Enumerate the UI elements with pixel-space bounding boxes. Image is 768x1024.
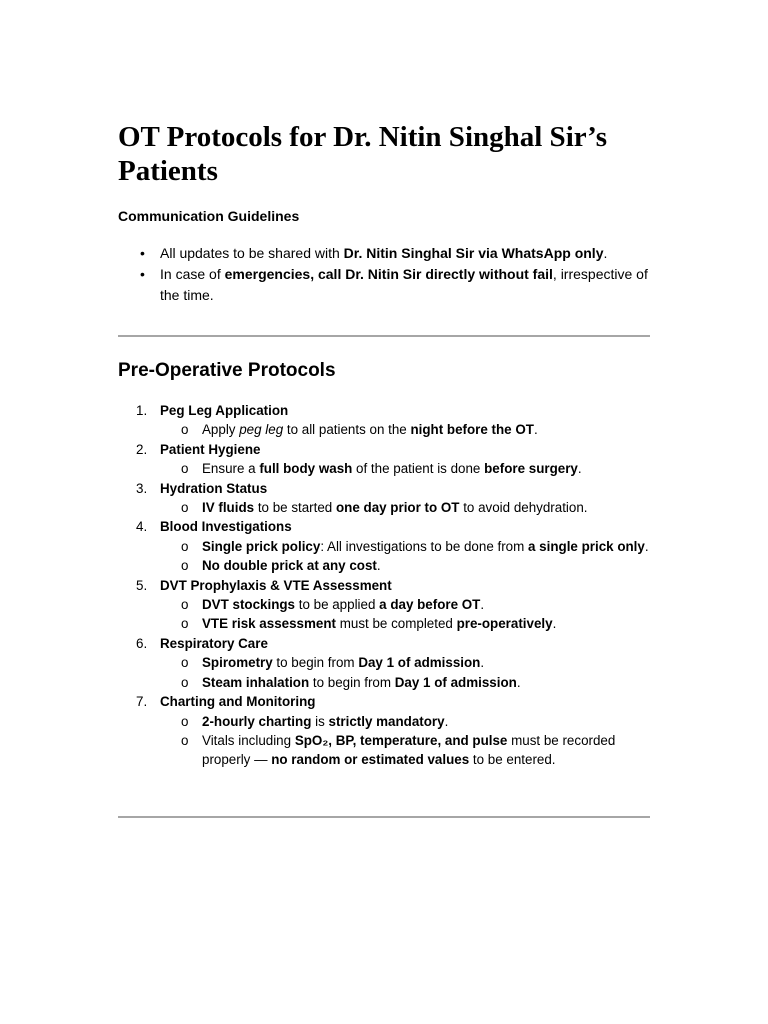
- circle-bullet-icon: o: [181, 713, 189, 729]
- protocol-title: DVT Prophylaxis & VTE Assessment: [160, 577, 392, 593]
- emphasis-text: emergencies, call Dr. Nitin Sir directly without fail: [224, 266, 553, 282]
- body-text: .: [644, 538, 649, 554]
- body-text: to all patients on the: [283, 422, 411, 438]
- emphasis-text: Spirometry: [202, 655, 273, 671]
- protocol-sublist: [160, 459, 650, 478]
- protocol-number: 3.: [136, 480, 148, 496]
- protocol-subitem: [160, 673, 650, 692]
- body-text: .: [516, 674, 521, 690]
- protocol-number: 1.: [136, 403, 148, 418]
- protocol-subitem: [160, 712, 650, 731]
- communication-item: [118, 243, 650, 264]
- protocol-number: 7.: [136, 694, 148, 710]
- body-text: to avoid dehydration.: [459, 500, 588, 516]
- body-text: to begin from: [272, 655, 359, 671]
- body-text: .: [480, 655, 485, 671]
- emphasis-text: full body wash: [259, 461, 353, 477]
- protocol-item: [118, 576, 650, 634]
- divider: [118, 816, 650, 818]
- emphasis-text: no random or estimated values: [271, 752, 470, 768]
- body-text: of the patient is done: [352, 461, 485, 477]
- communication-item: [118, 264, 650, 306]
- circle-bullet-icon: o: [181, 422, 189, 438]
- body-text: .: [577, 461, 582, 477]
- body-text: .: [603, 245, 608, 261]
- protocol-number: 2.: [136, 441, 148, 457]
- protocol-subitem: [160, 731, 650, 770]
- emphasis-text: Day 1 of admission: [394, 674, 517, 690]
- protocol-title: Peg Leg Application: [160, 403, 289, 418]
- protocol-item: [118, 401, 650, 440]
- protocol-subitem: [160, 459, 650, 478]
- emphasis-text: one day prior to OT: [335, 500, 460, 516]
- emphasis-text: DVT stockings: [202, 597, 296, 613]
- protocol-sublist: [160, 420, 650, 439]
- protocol-sublist: [160, 498, 650, 517]
- protocol-number: 4.: [136, 519, 148, 535]
- circle-bullet-icon: o: [181, 538, 189, 554]
- body-text: Apply: [202, 422, 240, 438]
- emphasis-text: a day before OT: [379, 597, 481, 613]
- body-text: is: [311, 713, 329, 729]
- circle-bullet-icon: o: [181, 674, 189, 690]
- protocol-title: Charting and Monitoring: [160, 694, 316, 710]
- protocol-subitem: [160, 595, 650, 614]
- protocol-subitem: [160, 614, 650, 633]
- protocol-sublist: [160, 653, 650, 692]
- protocol-number: 5.: [136, 577, 148, 593]
- preop-heading: Pre-Operative Protocols: [118, 360, 336, 381]
- document-title: OT Protocols for Dr. Nitin Singhal Sir’s Patients: [118, 121, 608, 187]
- protocol-item: [118, 634, 650, 692]
- protocol-item: [118, 692, 650, 770]
- circle-bullet-icon: o: [181, 558, 189, 574]
- emphasis-text: a single prick only: [528, 538, 645, 554]
- emphasis-text: before surgery: [484, 461, 578, 477]
- body-text: .: [552, 616, 557, 632]
- divider: [118, 335, 650, 337]
- emphasis-text: Single prick policy: [202, 538, 321, 554]
- emphasis-text: 2-hourly charting: [202, 713, 312, 729]
- emphasis-text: night before the OT: [410, 422, 534, 438]
- protocol-item: [118, 440, 650, 479]
- protocol-subitem: [160, 556, 650, 575]
- protocol-sublist: [160, 537, 650, 576]
- emphasis-text: Day 1 of admission: [358, 655, 481, 671]
- bullet-icon: •: [140, 266, 145, 282]
- circle-bullet-icon: o: [181, 461, 189, 477]
- body-text: Ensure a: [202, 461, 260, 477]
- bullet-icon: •: [140, 245, 145, 261]
- body-text: In case of: [160, 266, 225, 282]
- preop-protocol-list: [118, 401, 650, 770]
- circle-bullet-icon: o: [181, 616, 189, 632]
- body-text: : All investigations to be done from: [320, 538, 529, 554]
- protocol-subitem: [160, 420, 650, 439]
- protocol-title: Blood Investigations: [160, 519, 292, 535]
- body-text: Vitals including: [202, 732, 295, 748]
- body-text: must be recorded properly —: [202, 732, 616, 768]
- circle-bullet-icon: o: [181, 655, 189, 671]
- emphasis-text: pre-operatively: [456, 616, 553, 632]
- protocol-title: Hydration Status: [160, 480, 268, 496]
- circle-bullet-icon: o: [181, 732, 189, 748]
- protocol-number: 6.: [136, 635, 148, 651]
- body-text: to be started: [254, 500, 336, 516]
- body-text: .: [376, 558, 381, 574]
- protocol-subitem: [160, 498, 650, 517]
- circle-bullet-icon: o: [181, 500, 189, 516]
- body-text: .: [444, 713, 449, 729]
- emphasis-text: VTE risk assessment: [202, 616, 336, 632]
- communication-heading: Communication Guidelines: [118, 208, 300, 224]
- protocol-title: Patient Hygiene: [160, 441, 261, 457]
- body-text: to begin from: [309, 674, 395, 690]
- body-text: must be completed: [336, 616, 457, 632]
- circle-bullet-icon: o: [181, 597, 189, 613]
- italic-text: peg leg: [239, 422, 284, 438]
- emphasis-text: strictly mandatory: [328, 713, 445, 729]
- protocol-title: Respiratory Care: [160, 635, 268, 651]
- body-text: to be entered.: [469, 752, 556, 768]
- body-text: All updates to be shared with: [160, 245, 344, 261]
- body-text: to be applied: [295, 597, 380, 613]
- emphasis-text: IV fluids: [202, 500, 255, 516]
- protocol-item: [118, 479, 650, 518]
- emphasis-text: Dr. Nitin Singhal Sir via WhatsApp only: [343, 245, 604, 261]
- communication-list: [118, 243, 650, 306]
- protocol-item: [118, 517, 650, 575]
- emphasis-text: No double prick at any cost: [202, 558, 377, 574]
- protocol-subitem: [160, 653, 650, 672]
- protocol-sublist: [160, 595, 650, 634]
- body-text: , irrespective of the time.: [160, 266, 648, 303]
- body-text: .: [480, 597, 485, 613]
- protocol-sublist: [160, 712, 650, 770]
- body-text: .: [533, 422, 538, 438]
- protocol-subitem: [160, 537, 650, 556]
- emphasis-text: Steam inhalation: [202, 674, 310, 690]
- emphasis-text: SpO₂, BP, temperature, and pulse: [294, 732, 508, 748]
